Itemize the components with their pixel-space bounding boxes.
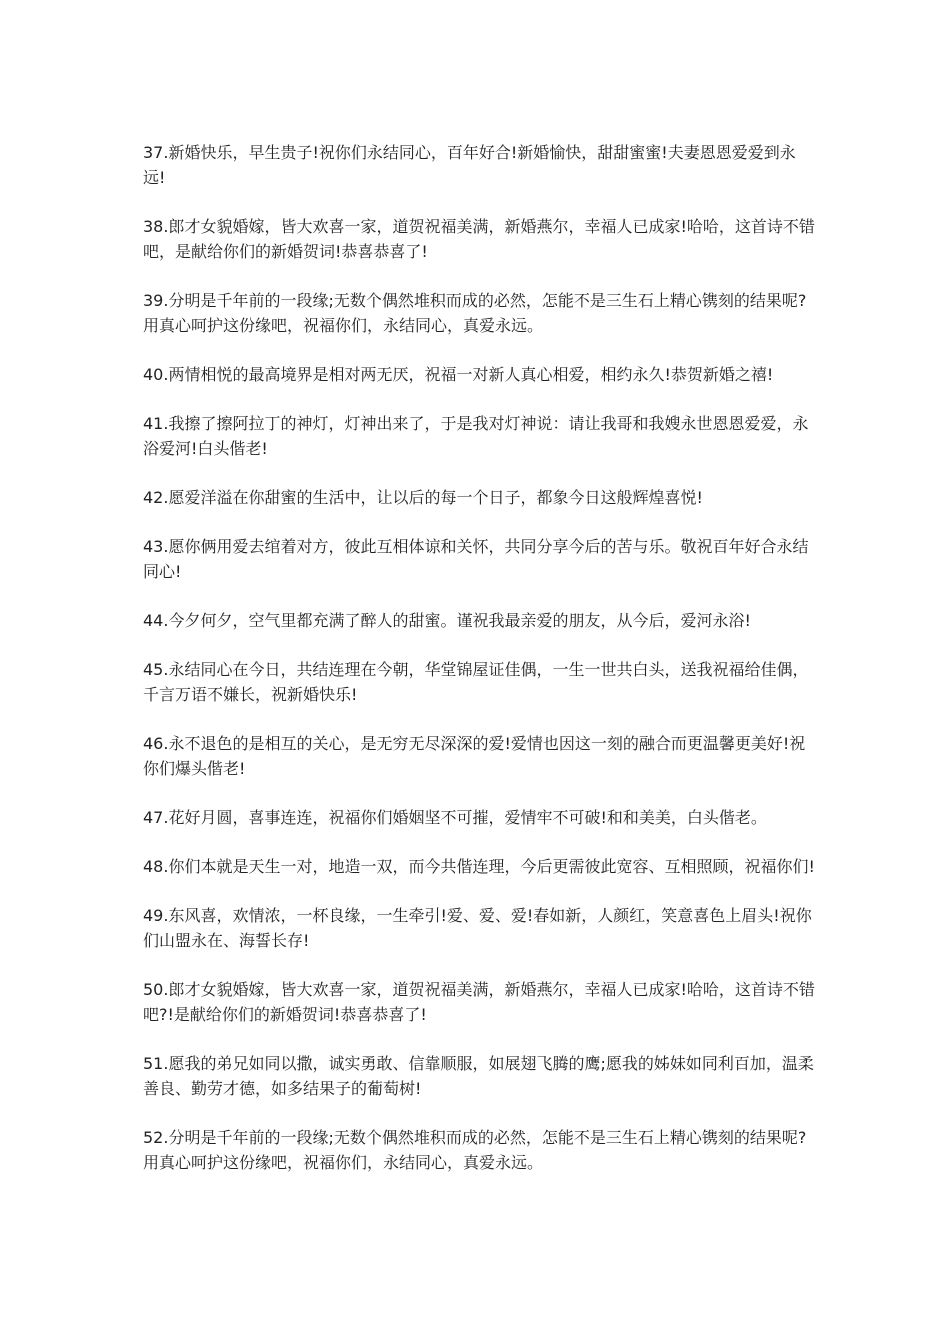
paragraph-43: 43.愿你俩用爱去绾着对方，彼此互相体谅和关怀，共同分享今后的苦与乐。敬祝百年好合永结同心! [143,537,809,581]
paragraph-52: 52.分明是千年前的一段缘;无数个偶然堆积而成的必然，怎能不是三生石上精心镌刻的结果呢?用真心呵护这份缘吧，祝福你们，永结同心，真爱永远。 [143,1128,807,1172]
paragraph-38: 38.郎才女貌婚嫁，皆大欢喜一家，道贺祝福美满，新婚燕尔，幸福人已成家!哈哈，这首诗不错吧，是献给你们的新婚贺词!恭喜恭喜了! [143,217,815,261]
paragraph-41: 41.我擦了擦阿拉丁的神灯，灯神出来了，于是我对灯神说：请让我哥和我嫂永世恩恩爱爱，永浴爱河!白头偕老! [143,414,809,458]
paragraph-45: 45.永结同心在今日，共结连理在今朝，华堂锦屋证佳偶，一生一世共白头，送我祝福给佳偶，千言万语不嫌长，祝新婚快乐! [143,660,809,704]
paragraph-37: 37.新婚快乐，早生贵子!祝你们永结同心，百年好合!新婚愉快，甜甜蜜蜜!夫妻恩恩爱爱到永远! [143,143,796,187]
paragraph-50: 50.郎才女貌婚嫁，皆大欢喜一家，道贺祝福美满，新婚燕尔，幸福人已成家!哈哈，这首诗不错吧?!是献给你们的新婚贺词!恭喜恭喜了! [143,980,815,1024]
paragraph-46: 46.永不退色的是相互的关心，是无穷无尽深深的爱!爱情也因这一刻的融合而更温馨更美好!祝你们爆头偕老! [143,734,806,778]
paragraph-39: 39.分明是千年前的一段缘;无数个偶然堆积而成的必然，怎能不是三生石上精心镌刻的结果呢?用真心呵护这份缘吧，祝福你们，永结同心，真爱永远。 [143,291,807,335]
paragraph-49: 49.东风喜，欢情浓，一杯良缘，一生牵引!爱、爱、爱!春如新，人颜红，笑意喜色上眉头!祝你们山盟永在、海誓长存! [143,906,812,950]
paragraph-51: 51.愿我的弟兄如同以撒，诚实勇敢、信靠顺服，如展翅飞腾的鹰;愿我的姊妹如同利百加，温柔善良、勤劳才德，如多结果子的葡萄树! [143,1054,814,1098]
paragraph-48: 48.你们本就是天生一对，地造一双，而今共偕连理，今后更需彼此宽容、互相照顾，祝福你们! [143,857,815,876]
document-body [143,140,815,1199]
paragraph-44: 44.今夕何夕，空气里都充满了醉人的甜蜜。谨祝我最亲爱的朋友，从今后，爱河永浴! [143,611,751,630]
paragraph-42: 42.愿爱洋溢在你甜蜜的生活中，让以后的每一个日子，都象今日这般辉煌喜悦! [143,488,703,507]
paragraph-47: 47.花好月圆，喜事连连，祝福你们婚姻坚不可摧，爱情牢不可破!和和美美，白头偕老。 [143,808,767,827]
paragraph-40: 40.两情相悦的最高境界是相对两无厌，祝福一对新人真心相爱，相约永久!恭贺新婚之禧! [143,365,774,384]
